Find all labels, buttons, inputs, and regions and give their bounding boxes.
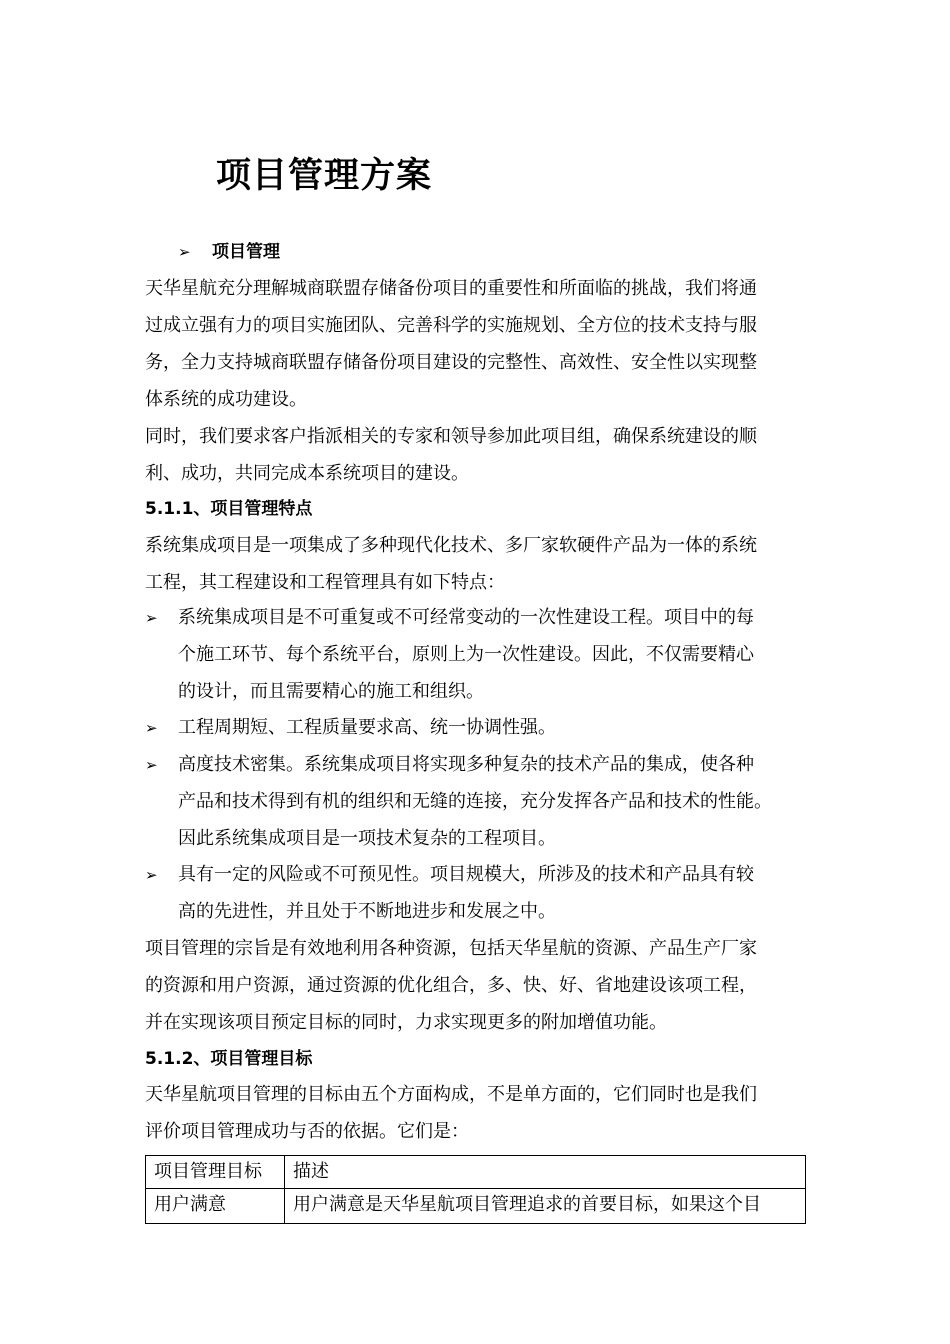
heading-5-1-1: 5.1.1、项目管理特点 — [145, 499, 313, 519]
arrow-bullet-icon: ➢ — [145, 756, 158, 774]
bullet-line: 系统集成项目是不可重复或不可经常变动的一次性建设工程。项目中的每 — [178, 607, 754, 628]
paragraph-line: 评价项目管理成功与否的依据。它们是： — [145, 1121, 469, 1142]
table-header-row — [146, 1156, 806, 1189]
bullet-line: 的设计，而且需要精心的施工和组织。 — [178, 681, 484, 702]
bullet-line: 高的先进性，并且处于不断地进步和发展之中。 — [178, 901, 556, 922]
section-heading: 项目管理 — [212, 242, 280, 262]
paragraph-line: 利、成功，共同完成本系统项目的建设。 — [145, 463, 469, 484]
paragraph-line: 系统集成项目是一项集成了多种现代化技术、多厂家软硬件产品为一体的系统 — [145, 535, 757, 556]
bullet-line: 个施工环节、每个系统平台，原则上为一次性建设。因此，不仅需要精心 — [178, 644, 754, 665]
paragraph-line: 并在实现该项目预定目标的同时，力求实现更多的附加增值功能。 — [145, 1012, 667, 1033]
page-title: 项目管理方案 — [216, 156, 433, 196]
paragraph-line: 同时，我们要求客户指派相关的专家和领导参加此项目组，确保系统建设的顺 — [145, 426, 757, 447]
table-header-cell: 描述 — [285, 1156, 806, 1189]
table-cell: 用户满意 — [146, 1189, 285, 1224]
paragraph-line: 工程，其工程建设和工程管理具有如下特点： — [145, 572, 505, 593]
arrow-bullet-icon: ➢ — [145, 719, 158, 737]
paragraph-line: 务，全力支持城商联盟存储备份项目建设的完整性、高效性、安全性以实现整 — [145, 352, 757, 373]
arrow-bullet-icon: ➢ — [145, 866, 158, 884]
table-row — [146, 1189, 806, 1224]
table-cell: 用户满意是天华星航项目管理追求的首要目标，如果这个目 — [285, 1189, 806, 1224]
arrow-bullet-icon: ➢ — [145, 609, 158, 627]
bullet-line: 产品和技术得到有机的组织和无缝的连接，充分发挥各产品和技术的性能。 — [178, 791, 772, 812]
paragraph-line: 天华星航项目管理的目标由五个方面构成，不是单方面的，它们同时也是我们 — [145, 1084, 757, 1105]
bullet-line: 具有一定的风险或不可预见性。项目规模大，所涉及的技术和产品具有较 — [178, 864, 754, 885]
bullet-line: 高度技术密集。系统集成项目将实现多种复杂的技术产品的集成，使各种 — [178, 754, 754, 775]
paragraph-line: 天华星航充分理解城商联盟存储备份项目的重要性和所面临的挑战，我们将通 — [145, 278, 757, 299]
paragraph-line: 体系统的成功建设。 — [145, 389, 307, 410]
paragraph-line: 的资源和用户资源，通过资源的优化组合，多、快、好、省地建设该项工程， — [145, 975, 757, 996]
bullet-line: 工程周期短、工程质量要求高、统一协调性强。 — [178, 717, 556, 738]
paragraph-line: 过成立强有力的项目实施团队、完善科学的实施规划、全方位的技术支持与服 — [145, 315, 757, 336]
goals-table — [145, 1155, 806, 1224]
table-header-cell: 项目管理目标 — [146, 1156, 285, 1189]
bullet-line: 因此系统集成项目是一项技术复杂的工程项目。 — [178, 828, 556, 849]
heading-5-1-2: 5.1.2、项目管理目标 — [145, 1049, 313, 1069]
arrow-bullet-icon: ➢ — [178, 243, 191, 261]
paragraph-line: 项目管理的宗旨是有效地利用各种资源，包括天华星航的资源、产品生产厂家 — [145, 938, 757, 959]
